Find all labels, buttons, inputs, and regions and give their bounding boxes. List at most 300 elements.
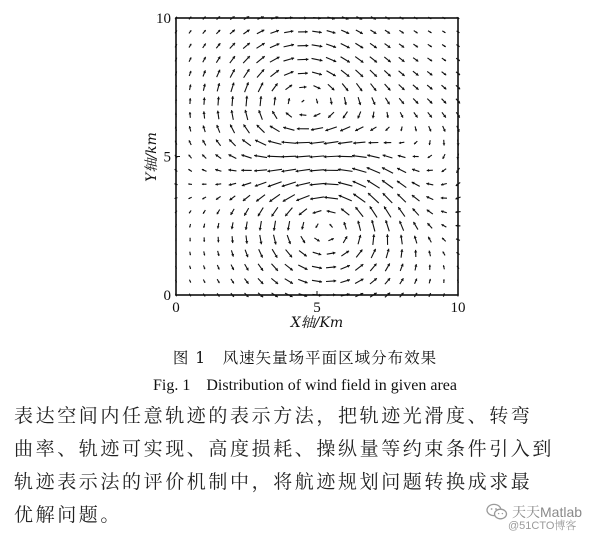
wind-arrow (441, 183, 447, 186)
wind-arrow (189, 30, 191, 33)
wind-arrow (386, 234, 389, 245)
wind-arrow (312, 45, 323, 48)
wind-arrow (267, 155, 282, 158)
wind-arrow (341, 70, 349, 77)
wind-arrow (370, 278, 377, 284)
wind-arrow (202, 126, 205, 133)
wind-arrow (386, 249, 390, 258)
wind-arrow (217, 265, 219, 270)
wind-arrow (203, 251, 205, 255)
wind-arrow (442, 154, 445, 159)
wind-arrow (285, 85, 292, 90)
wind-arrow (385, 98, 389, 105)
wind-arrow (231, 279, 234, 284)
wind-arrow (399, 141, 404, 144)
wind-arrow (203, 224, 205, 228)
y-axis-label: Y轴/km (144, 132, 160, 182)
wind-arrow (283, 126, 294, 130)
wind-arrow (382, 180, 393, 188)
wind-arrow (299, 251, 307, 257)
wind-arrow (314, 113, 321, 117)
wind-arrow (272, 207, 278, 216)
wind-arrow (245, 264, 249, 270)
wind-arrow (428, 155, 432, 158)
wind-arrow (341, 57, 350, 63)
wind-arrow (368, 141, 378, 144)
wind-arrow (370, 206, 377, 217)
wind-arrow (414, 236, 417, 244)
wind-arrow (243, 195, 250, 201)
wind-arrow (427, 210, 433, 214)
wind-arrow (427, 58, 432, 61)
wind-arrow (230, 56, 235, 63)
wind-arrow (301, 222, 304, 229)
wind-arrow (326, 44, 336, 48)
wind-arrow (441, 197, 447, 200)
wind-arrow (313, 86, 320, 90)
wind-arrow (397, 181, 406, 188)
wind-arrow (282, 182, 296, 187)
wind-arrow (241, 154, 251, 158)
wind-arrow (414, 264, 417, 270)
wind-arrow (312, 280, 322, 283)
wind-arrow (188, 197, 191, 199)
wind-arrow (231, 236, 234, 243)
wind-arrow (412, 195, 420, 201)
wind-arrow (443, 126, 446, 132)
wind-arrow (189, 140, 192, 145)
wind-arrow (428, 251, 431, 257)
wind-arrow (274, 235, 277, 245)
wind-arrow (370, 127, 376, 131)
wind-arrow (284, 71, 294, 75)
wind-arrow (244, 208, 248, 216)
wind-arrow (316, 224, 319, 228)
wind-arrow (384, 57, 390, 62)
wind-arrow (216, 43, 220, 48)
wind-arrow (298, 265, 307, 270)
wind-arrow (383, 154, 393, 158)
wind-arrow (398, 207, 405, 216)
wind-arrow (443, 279, 445, 283)
wind-arrow (426, 196, 433, 200)
wind-arrow (202, 140, 205, 146)
wind-arrow (385, 44, 391, 48)
wind-arrow (341, 30, 349, 34)
wind-arrow (272, 83, 278, 91)
wind-arrow (442, 45, 446, 47)
wind-arrow (415, 126, 417, 131)
arrow-layer (174, 16, 460, 297)
wind-arrow (399, 57, 405, 61)
wind-arrow (400, 112, 403, 117)
y-tick-label: 0 (163, 288, 171, 304)
wind-arrow (341, 43, 350, 48)
wind-arrow (356, 30, 363, 34)
wind-arrow (385, 84, 391, 90)
wind-arrow (242, 183, 251, 187)
wind-arrow (189, 155, 192, 159)
wind-arrow (383, 193, 393, 203)
wind-arrow (299, 113, 306, 116)
body-line: 优解问题。 (14, 504, 123, 526)
wind-arrow (338, 181, 352, 186)
figure-caption-chinese: 图 1 风速矢量场平面区域分布效果 (172, 349, 438, 367)
wind-arrow (267, 169, 282, 172)
wind-arrow (441, 224, 446, 227)
wind-arrow (397, 194, 406, 202)
wind-arrow (312, 58, 323, 61)
wind-arrow (258, 278, 263, 284)
wind-arrow (427, 169, 433, 172)
wind-arrow (442, 112, 446, 117)
wind-arrow (325, 127, 336, 132)
wind-arrow (270, 70, 278, 77)
wind-arrow (399, 71, 405, 76)
watermark-subtext: @51CTO博客 (508, 520, 577, 532)
wind-arrow (428, 44, 432, 47)
wind-arrow (310, 169, 325, 172)
wind-arrow (428, 112, 432, 117)
wind-arrow (231, 265, 234, 270)
wind-arrow (202, 183, 207, 185)
wind-arrow (326, 57, 336, 62)
wind-arrow (328, 112, 334, 118)
wind-arrow (228, 154, 236, 158)
wind-arrow (297, 127, 309, 130)
wind-arrow (230, 196, 236, 200)
wind-arrow (230, 125, 235, 134)
wind-arrow (370, 57, 377, 63)
wind-arrow (281, 169, 296, 173)
wind-arrow (231, 209, 235, 215)
wind-arrow (296, 155, 311, 158)
wind-arrow (415, 279, 418, 284)
wind-arrow (343, 112, 348, 119)
figure-caption-english: Fig. 1 Distribution of wind field in given area (153, 377, 457, 394)
wind-arrow (298, 72, 308, 75)
wind-arrow (338, 142, 352, 145)
wind-arrow (413, 71, 419, 75)
wind-arrow (399, 221, 404, 231)
wind-arrow (427, 99, 432, 104)
wind-arrow (341, 265, 350, 269)
wind-arrow (189, 44, 191, 48)
wind-arrow (259, 221, 262, 231)
wind-arrow (310, 142, 325, 145)
wind-arrow (355, 207, 363, 217)
wind-arrow (324, 155, 339, 158)
wind-arrow (342, 84, 348, 91)
wind-arrow (296, 195, 309, 201)
wind-arrow (344, 97, 347, 105)
wind-arrow (245, 222, 248, 230)
wind-arrow (384, 206, 391, 217)
wind-arrow (385, 30, 390, 33)
wind-arrow (270, 57, 280, 62)
wind-arrow (258, 208, 263, 217)
wind-arrow (189, 224, 191, 228)
wind-arrow (189, 252, 191, 255)
wind-arrow (384, 141, 391, 144)
wind-arrow (429, 140, 431, 145)
wind-arrow (283, 57, 294, 61)
wind-arrow (189, 71, 191, 76)
wind-arrow (230, 43, 235, 49)
wind-arrow (301, 236, 305, 243)
wind-arrow (442, 169, 447, 172)
wind-arrow (442, 58, 446, 61)
wind-arrow (271, 278, 278, 284)
wind-arrow (427, 223, 432, 228)
wind-arrow (217, 210, 220, 215)
wind-arrow (442, 72, 447, 76)
wind-arrow (324, 196, 338, 199)
wind-arrow (399, 30, 403, 33)
wind-arrow (330, 98, 333, 105)
wind-arrow (298, 279, 307, 283)
wind-arrow (203, 30, 206, 34)
wind-arrow (353, 181, 366, 188)
wind-arrow (217, 237, 220, 243)
wind-arrow (217, 279, 219, 283)
wind-arrow (188, 183, 192, 185)
wind-arrow (367, 180, 380, 188)
wind-arrow (399, 84, 405, 90)
wind-arrow (443, 265, 445, 269)
wind-arrow (297, 44, 308, 47)
wind-arrow (257, 69, 264, 77)
wind-arrow (245, 82, 249, 92)
body-line: 曲率、轨迹可实现、高度损耗、操纵量等约束条件引入到 (14, 438, 555, 460)
x-tick-label: 5 (313, 300, 321, 316)
wind-arrow (371, 249, 376, 258)
wind-arrow (258, 264, 263, 271)
wind-arrow (326, 265, 336, 268)
wind-arrow (284, 30, 293, 33)
wind-arrow (414, 141, 417, 144)
wind-arrow (413, 208, 419, 215)
wind-arrow (189, 57, 191, 61)
wind-arrow (254, 154, 267, 157)
wind-arrow (384, 70, 390, 76)
wind-arrow (259, 249, 263, 257)
y-tick-label: 5 (163, 149, 171, 166)
wind-arrow (296, 141, 311, 144)
wind-arrow (427, 85, 432, 89)
wind-arrow (310, 183, 325, 186)
wind-arrow (413, 99, 418, 104)
wind-arrow (203, 43, 206, 47)
wind-arrow (429, 279, 431, 283)
wind-arrow (284, 44, 294, 47)
wind-arrow (256, 195, 265, 202)
wind-arrow (203, 265, 205, 269)
wind-arrow (217, 223, 220, 228)
wind-arrow (273, 97, 276, 105)
wind-arrow (314, 238, 319, 241)
wind-arrow (270, 30, 279, 34)
wind-arrow (443, 251, 445, 255)
x-tick-label: 0 (172, 300, 180, 316)
wind-arrow (217, 83, 220, 91)
wind-arrow (231, 250, 234, 256)
wind-arrow (297, 58, 308, 61)
wind-arrow (216, 30, 220, 34)
wind-arrow (285, 264, 293, 270)
wind-arrow (259, 235, 262, 244)
wind-arrow (400, 249, 403, 258)
wind-arrow (356, 83, 362, 91)
wind-arrow (231, 96, 234, 106)
wind-arrow (244, 110, 248, 120)
wind-arrow (272, 111, 277, 119)
wind-arrow (189, 210, 191, 213)
tick-layer (156, 11, 466, 316)
wind-arrow (382, 167, 393, 173)
wind-arrow (442, 99, 447, 104)
wind-arrow (443, 140, 446, 146)
wind-arrow (426, 182, 433, 185)
wind-arrow (427, 71, 432, 75)
wind-arrow (298, 30, 308, 33)
wind-arrow (370, 264, 376, 271)
wind-arrow (355, 264, 363, 270)
wind-arrow (412, 182, 420, 187)
wind-arrow (228, 169, 236, 172)
wind-arrow (216, 196, 221, 199)
wind-arrow (299, 86, 306, 89)
wind-arrow (441, 210, 447, 213)
wind-arrow (285, 279, 293, 284)
wind-arrow (370, 43, 377, 48)
wind-arrow (356, 250, 362, 258)
wind-arrow (202, 154, 206, 158)
wind-arrow (259, 96, 262, 106)
wind-arrow (243, 43, 250, 49)
wind-arrow (286, 250, 292, 258)
wind-arrow (355, 43, 363, 48)
wind-arrow (302, 100, 305, 102)
wind-arrow (229, 139, 235, 146)
wind-arrow (270, 126, 280, 132)
wind-arrow (230, 110, 233, 120)
wind-arrow (413, 222, 418, 230)
wind-arrow (324, 182, 339, 185)
wind-arrow (370, 30, 376, 34)
wind-arrow (189, 238, 191, 242)
wind-arrow (281, 155, 296, 158)
wind-arrow (412, 168, 419, 171)
wind-arrow (338, 168, 353, 171)
wind-arrow (231, 222, 234, 229)
wind-arrow (441, 85, 446, 89)
wind-arrow (270, 43, 279, 48)
wind-arrow (255, 182, 267, 187)
wind-arrow (358, 235, 361, 244)
wind-arrow (244, 69, 250, 78)
wind-arrow (273, 221, 276, 231)
wind-arrow (372, 112, 375, 119)
wind-arrow (203, 84, 206, 91)
wind-arrow (316, 99, 318, 104)
wind-arrow (324, 169, 339, 172)
wind-arrow (385, 278, 390, 284)
wind-arrow (413, 155, 419, 158)
wind-arrow (371, 220, 375, 231)
wind-arrow (428, 237, 431, 243)
wind-arrow (386, 112, 389, 118)
y-tick-label: 10 (156, 11, 171, 27)
wind-arrow (287, 235, 291, 244)
wind-arrow (313, 252, 322, 255)
wind-arrow (215, 183, 221, 186)
wind-arrow (202, 111, 205, 118)
wind-arrow (258, 83, 263, 92)
wind-arrow (310, 197, 324, 200)
wind-arrow (311, 128, 323, 131)
wind-arrow (310, 155, 325, 158)
wind-arrow (215, 154, 221, 158)
wind-arrow (216, 111, 219, 120)
wind-arrow (340, 127, 350, 132)
wind-arrow (442, 238, 446, 242)
wind-arrow (429, 265, 431, 270)
wind-arrow (328, 84, 334, 90)
wind-arrow (339, 195, 352, 201)
wind-arrow (355, 70, 363, 77)
wind-arrow (398, 155, 406, 158)
wind-arrow (367, 167, 381, 173)
wind-arrow (312, 72, 322, 76)
wind-arrow (413, 58, 418, 62)
body-line: 表达空间内任意轨迹的表示方法，把轨迹光滑度、转弯 (14, 405, 533, 427)
wind-arrow (313, 211, 322, 214)
watermark-text: 天天Matlab (512, 504, 583, 520)
wind-arrow (357, 111, 360, 118)
x-axis-label: X轴/Km (290, 315, 344, 331)
wind-arrow (355, 127, 363, 131)
wind-arrow (257, 43, 265, 48)
wind-arrow (370, 70, 377, 77)
wind-arrow (343, 222, 346, 229)
wind-arrow (338, 155, 353, 158)
wind-arrow (216, 125, 220, 133)
wind-arrow (413, 85, 419, 90)
wind-arrow (328, 238, 333, 241)
wind-arrow (243, 56, 250, 63)
wind-arrow (312, 31, 321, 34)
wind-arrow (217, 251, 219, 256)
wind-arrow (340, 279, 350, 283)
wind-arrow (272, 249, 277, 258)
wind-arrow (296, 183, 310, 187)
wind-arrow (397, 168, 406, 173)
wind-arrow (203, 57, 206, 62)
wind-arrow (244, 279, 248, 284)
wind-arrow (414, 112, 418, 117)
wind-arrow (281, 141, 296, 144)
wind-arrow (288, 98, 291, 104)
wind-arrow (352, 154, 367, 157)
wind-arrow (372, 97, 376, 104)
wind-arrow (371, 84, 377, 91)
wind-arrow (413, 44, 418, 47)
wind-arrow (283, 195, 295, 202)
wind-arrow (385, 263, 390, 271)
wind-arrow (217, 97, 220, 106)
wind-arrow (372, 234, 375, 245)
